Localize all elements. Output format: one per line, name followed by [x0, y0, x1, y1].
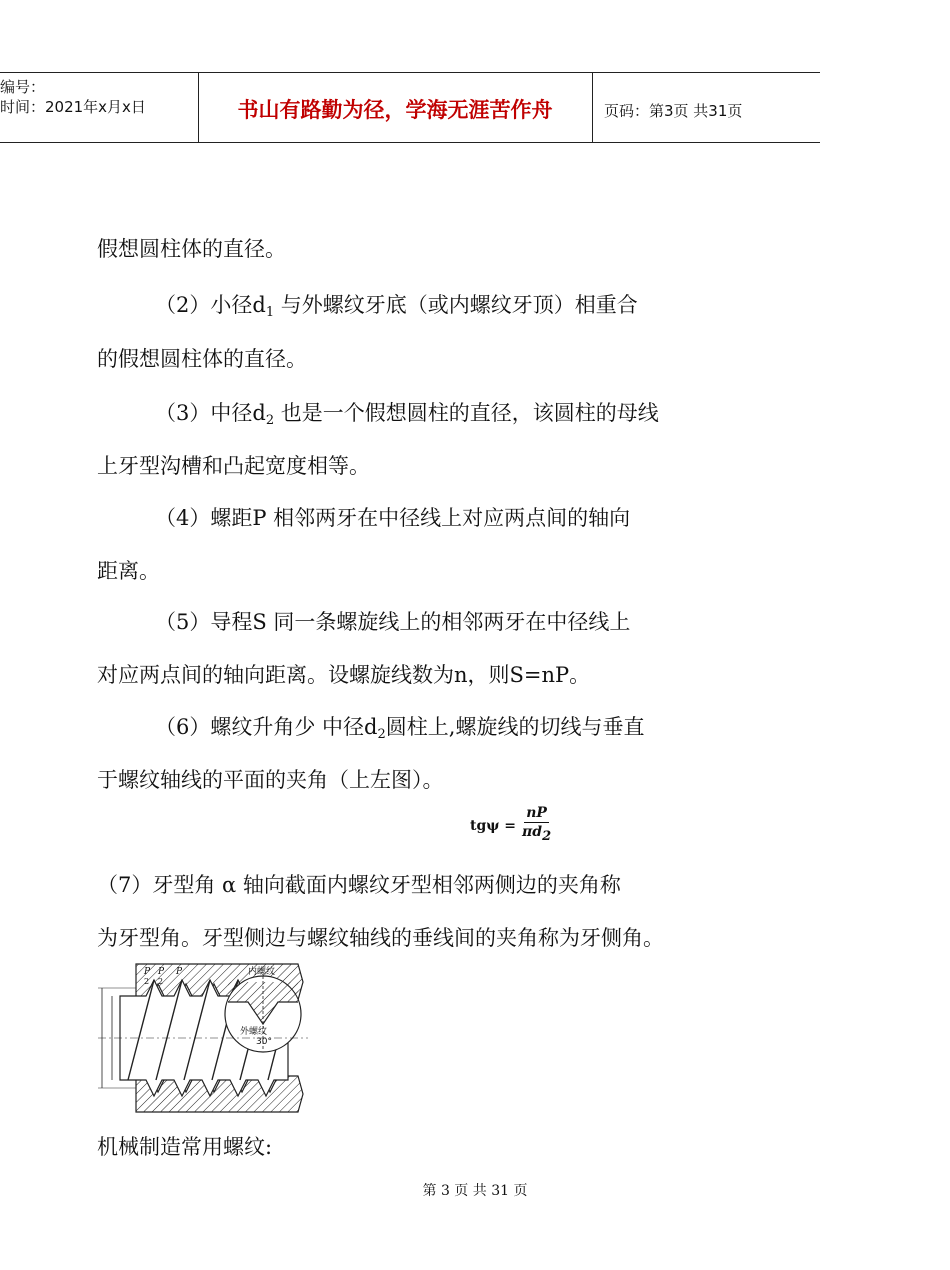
label-pitch-1: P: [144, 967, 151, 977]
paragraph-11: 于螺纹轴线的平面的夹角（上左图）。: [97, 768, 444, 792]
paragraph-12: （7）牙型角 α 轴向截面内螺纹牙型相邻两侧边的夹角称: [97, 873, 621, 897]
lead-angle-formula: tgψ = $\frac{nP}{\pi d_2}$: [470, 805, 552, 844]
paragraph-7: 距离。: [97, 559, 160, 583]
label-pitch-3: P: [176, 967, 183, 977]
label-half-2: 2: [158, 977, 164, 986]
header-motto: 书山有路勤为径，学海无涯苦作舟: [237, 98, 553, 122]
label-external-thread: 外螺纹: [240, 1027, 268, 1037]
paragraph-1: 假想圆柱体的直径。: [97, 237, 286, 261]
page-footer: 第 3 页 共 31 页: [422, 1183, 528, 1199]
number-label: 编号：: [0, 78, 46, 96]
label-internal-thread: 内螺纹: [248, 967, 276, 977]
paragraph-10: （6）螺纹升角少 中径$d_2$圆柱上,螺旋线的切线与垂直: [155, 715, 645, 742]
thread-diagram: [98, 962, 310, 1114]
paragraph-2: （2）小径$d_1$ 与外螺纹牙底（或内螺纹牙顶）相重合: [155, 293, 638, 320]
page-info: 页码：第3页 共31页: [604, 102, 743, 120]
paragraph-14: 机械制造常用螺纹:: [97, 1135, 273, 1159]
paragraph-5: 上牙型沟槽和凸起宽度相等。: [97, 454, 370, 478]
paragraph-9: 对应两点间的轴向距离。设螺旋线数为n，则S=nP。: [97, 663, 591, 687]
label-pitch-2: P: [158, 967, 165, 977]
paragraph-3: 的假想圆柱体的直径。: [97, 347, 307, 371]
header-top-rule: [0, 72, 820, 73]
time-label: 时间：2021年x月x日: [0, 98, 146, 116]
thread-profile-figure: [98, 962, 310, 1118]
header-bottom-rule: [0, 142, 820, 143]
paragraph-6: （4）螺距P 相邻两牙在中径线上对应两点间的轴向: [155, 506, 631, 530]
header-divider-2: [592, 72, 593, 142]
label-angle: 30°: [256, 1037, 272, 1047]
label-half-1: 2: [144, 977, 150, 986]
paragraph-4: （3）中径$d_2$ 也是一个假想圆柱的直径，该圆柱的母线: [155, 401, 659, 428]
paragraph-8: （5）导程S 同一条螺旋线上的相邻两牙在中径线上: [155, 610, 631, 634]
paragraph-13: 为牙型角。牙型侧边与螺纹轴线的垂线间的夹角称为牙侧角。: [97, 926, 664, 950]
